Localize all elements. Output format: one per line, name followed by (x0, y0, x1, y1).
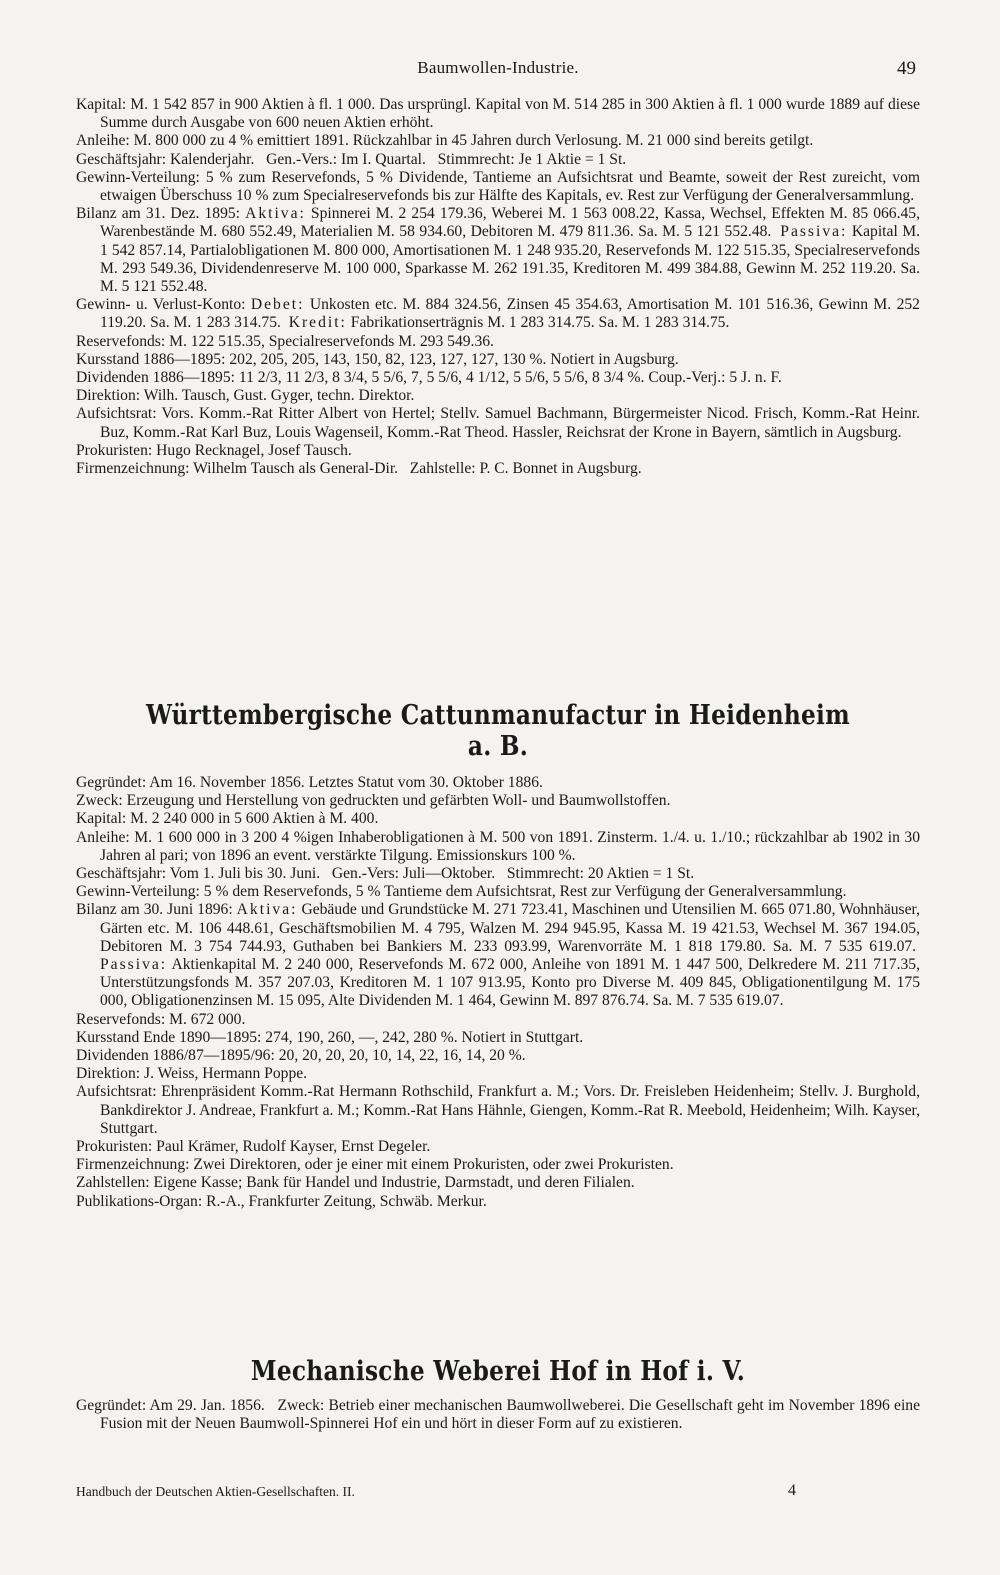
entry-dividenden: Dividenden 1886—1895: 11 2/3, 11 2/3, 8 3/4, 5 5/6, 7, 5 5/6, 4 1/12, 5 5/6, 5 5/6, 8 3/4 %. Coup.-Verj.: 5 J. n. F. (76, 369, 782, 387)
footer-source: Handbuch der Deutschen Aktien-Gesellschaften. II. (76, 1484, 355, 1499)
entry-aufsichtsrat: Aufsichtsrat: Vors. Komm.-Rat Ritter Albert von Hertel; Stellv. Samuel Bachmann, Bürgermeister Nicod. Frisch, Komm.-Rat Heinr. Buz, Komm.-Rat Karl Buz, Louis Wagenseil, Komm.-Rat Theod. Hassler, Reichsrat der Krone in Bayern, sämtlich in Augsburg. (76, 405, 920, 441)
page-number: 49 (897, 58, 916, 79)
entry-reservefonds: Reservefonds: M. 672 000. (76, 1010, 246, 1028)
running-head (76, 58, 920, 82)
company-title: Mechanische Weberei Hof in Hof i. V. (250, 1356, 746, 1387)
entry-zahlstellen: Zahlstellen: Eigene Kasse; Bank für Handel und Industrie, Darmstadt, und deren Filialen. (76, 1174, 635, 1192)
section-baumwoll-company (76, 96, 920, 478)
entry-reservefonds: Reservefonds: M. 122 515.35, Specialreservefonds M. 293 549.36. (76, 332, 494, 350)
running-title: Baumwollen-Industrie. (417, 58, 579, 77)
page-footer (76, 1484, 920, 1504)
entry-prokuristen: Prokuristen: Paul Krämer, Rudolf Kayser, Ernst Degeler. (76, 1138, 431, 1156)
entry-bilanz: Bilanz am 30. Juni 1896: Aktiva: Gebäude und Grundstücke M. 271 723.41, Maschinen und Utensilien M. 665 071.80, Wohnhäuser, Gärten etc. M. 106 448.61, Geschäftsmobilien M. 4 795, Walzen M. 294 945.95, Kassa M. 19 421.53, Wechsel M. 367 194.05, Debitoren M. 3 754 744.93, Guthaben bei Bankiers M. 233 093.99, Warenvorräte M. 1 818 179.80. Sa. M. 7 535 619.07. Passiva: Aktienkapital M. 2 240 000, Reservefonds M. 672 000, Anleihe von 1891 M. 1 447 500, Delkredere M. 211 717.35, Unterstützungsfonds M. 357 207.03, Kreditoren M. 1 107 913.95, Konto pro Diverse M. 409 845, Obligationentilgung M. 175 000, Obligationenzinsen M. 15 095, Alte Dividenden M. 1 464, Gewinn M. 897 876.74. Sa. M. 7 535 619.07. (76, 901, 920, 1010)
entry-gewinn-verlust-konto: Gewinn- u. Verlust-Konto: Debet: Unkosten etc. M. 884 324.56, Zinsen 45 354.63, Amortisation M. 101 516.36, Gewinn M. 252 119.20. Sa. M. 1 283 314.75. Kredit: Fabrikationserträgnis M. 1 283 314.75. Sa. M. 1 283 314.75. (76, 296, 920, 332)
entry-aufsichtsrat: Aufsichtsrat: Ehrenpräsident Komm.-Rat Hermann Rothschild, Frankfurt a. M.; Vors. Dr. Freisleben Heidenheim; Stellv. J. Burghold, Bankdirektor J. Andreae, Frankfurt a. M.; Komm.-Rat Hans Hähnle, Giengen, Komm.-Rat R. Meebold, Heidenheim; Wilh. Kayser, Stuttgart. (76, 1083, 921, 1137)
entry-direktion: Direktion: J. Weiss, Hermann Poppe. (76, 1065, 308, 1083)
entry-kursstand: Kursstand 1886—1895: 202, 205, 205, 143, 150, 82, 123, 127, 127, 130 %. Notiert in Augsburg. (76, 350, 679, 368)
entry-bilanz: Bilanz am 31. Dez. 1895: Aktiva: Spinnerei M. 2 254 179.36, Weberei M. 1 563 008.22, Kassa, Wechsel, Effekten M. 85 066.45, Warenbestände M. 680 552.49, Materialien M. 58 934.60, Debitoren M. 479 811.36. Sa. M. 5 121 552.48. Passiva: Kapital M. 1 542 857.14, Partialobligationen M. 800 000, Amortisationen M. 1 248 935.20, Reservefonds M. 122 515.35, Specialreservefonds M. 293 549.36, Dividendenreserve M. 100 000, Sparkasse M. 262 191.35, Kreditoren M. 499 384.88, Gewinn M. 252 119.20. Sa. M. 5 121 552.48. (76, 205, 921, 296)
entry-geschaeftsjahr: Geschäftsjahr: Kalenderjahr. Gen.-Vers.: Im I. Quartal. Stimmrecht: Je 1 Aktie = 1 St. (76, 150, 627, 168)
entry-zweck: Zweck: Erzeugung und Herstellung von gedruckten und gefärbten Woll- und Baumwollstoffen. (76, 792, 671, 810)
signature-mark: 4 (788, 1482, 796, 1499)
entry-gegruendet: Gegründet: Am 16. November 1856. Letztes Statut vom 30. Oktober 1886. (76, 774, 543, 791)
company-title: Württembergische Cattunmanufactur in Heidenheim a. B. (146, 700, 850, 762)
entry-firmenzeichnung: Firmenzeichnung: Zwei Direktoren, oder je einer mit einem Prokuristen, oder zwei Prokuristen. (76, 1156, 674, 1174)
entry-direktion: Direktion: Wilh. Tausch, Gust. Gyger, techn. Direktor. (76, 387, 415, 405)
entry-kapital: Kapital: M. 2 240 000 in 5 600 Aktien à M. 400. (76, 810, 379, 828)
entry-kursstand: Kursstand Ende 1890—1895: 274, 190, 260, —, 242, 280 %. Notiert in Stuttgart. (76, 1028, 584, 1046)
entry-gegruendet-zweck: Gegründet: Am 29. Jan. 1856. Zweck: Betrieb einer mechanischen Baumwollweberei. Die Gesellschaft geht im November 1896 eine Fusion mit der Neuen Baumwoll-Spinnerei Hof ein und hört in dieser Form auf zu existieren. (76, 1397, 921, 1433)
section-mechanische-weberei-hof (76, 1356, 920, 1433)
entry-anleihe: Anleihe: M. 800 000 zu 4 % emittiert 1891. Rückzahlbar in 45 Jahren durch Verlosung. M. 21 000 sind bereits getilgt. (76, 132, 814, 150)
entry-dividenden: Dividenden 1886/87—1895/96: 20, 20, 20, 20, 10, 14, 22, 16, 14, 20 %. (76, 1047, 526, 1065)
entry-anleihe: Anleihe: M. 1 600 000 in 3 200 4 %igen Inhaberobligationen à M. 500 von 1891. Zinsterm. 1./4. u. 1./10.; rückzahlbar ab 1902 in 30 Jahren al pari; von 1896 an event. verstärkte Tilgung. Emissionskurs 100 %. (76, 828, 920, 864)
section-wuerttembergische-cattunmanufactur (76, 700, 920, 1211)
entry-firmenzeichnung: Firmenzeichnung: Wilhelm Tausch als General-Dir. Zahlstelle: P. C. Bonnet in Augsburg. (76, 460, 642, 478)
entry-kapital: Kapital: M. 1 542 857 in 900 Aktien à fl. 1 000. Das ursprüngl. Kapital von M. 514 285 in 300 Aktien à fl. 1 000 wurde 1889 auf diese Summe durch Ausgabe von 600 neuen Aktien erhöht. (76, 96, 920, 132)
entry-gewinn-verteilung: Gewinn-Verteilung: 5 % zum Reservefonds, 5 % Dividende, Tantieme an Aufsichtsrat und Beamte, soweit der Rest zureicht, vom etwaigen Überschuss 10 % zum Specialreservefonds bis zur Hälfte des Kapitals, ev. Rest zur Verfügung der Generalversammlung. (76, 168, 920, 205)
entry-gewinn-verteilung: Gewinn-Verteilung: 5 % dem Reservefonds, 5 % Tantieme dem Aufsichtsrat, Rest zur Verfügung der Generalversammlung. (76, 883, 847, 901)
entry-geschaeftsjahr: Geschäftsjahr: Vom 1. Juli bis 30. Juni. Gen.-Vers: Juli—Oktober. Stimmrecht: 20 Aktien = 1 St. (76, 865, 695, 883)
entry-publikations-organ: Publikations-Organ: R.-A., Frankfurter Zeitung, Schwäb. Merkur. (76, 1192, 487, 1210)
entry-prokuristen: Prokuristen: Hugo Recknagel, Josef Tausch. (76, 441, 352, 459)
